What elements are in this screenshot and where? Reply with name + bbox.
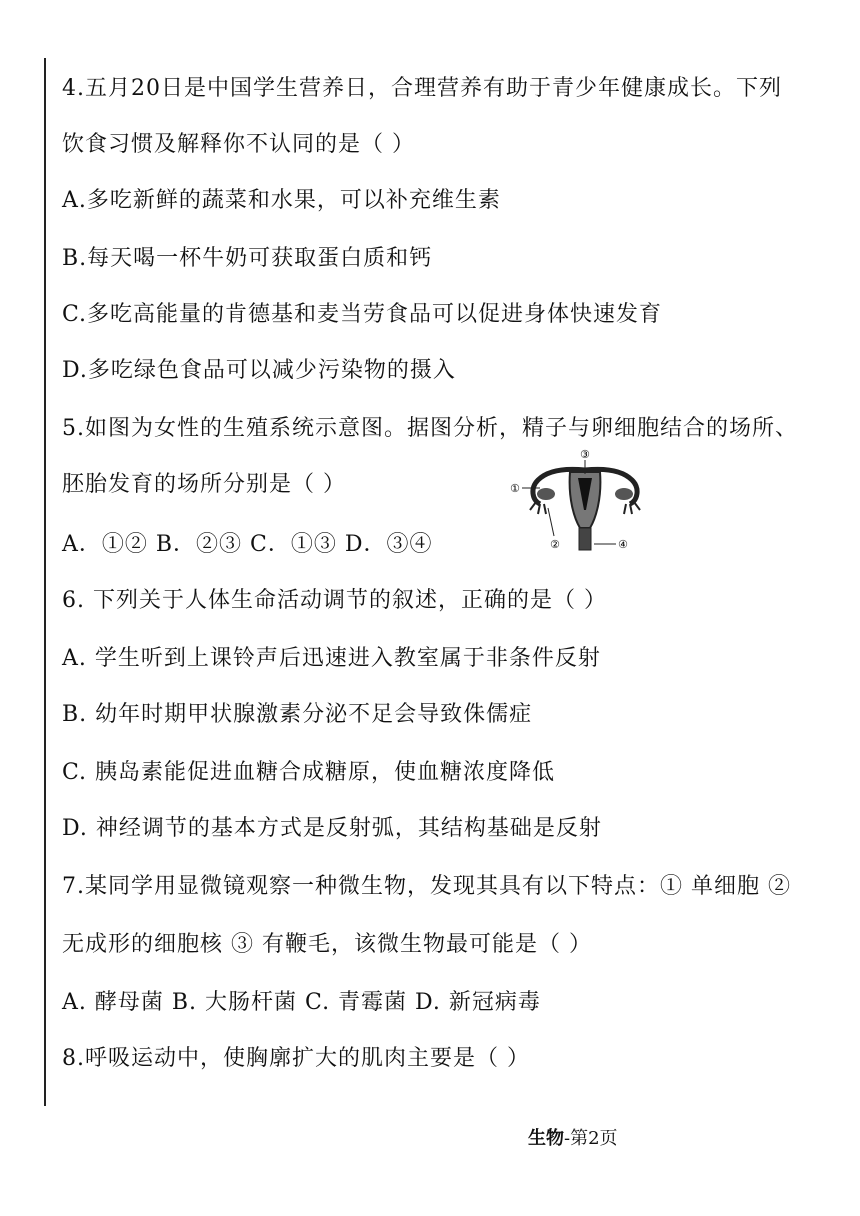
margin-line bbox=[44, 58, 46, 1106]
question-4-option-c: C.多吃高能量的肯德基和麦当劳食品可以促进身体快速发育 bbox=[62, 302, 663, 327]
female-reproductive-system-diagram bbox=[510, 448, 660, 558]
figure-label-4: ④ bbox=[618, 538, 628, 551]
figure-label-3: ③ bbox=[580, 448, 590, 461]
figure-label-1: ① bbox=[510, 482, 520, 495]
page-footer bbox=[528, 1124, 618, 1150]
page-number: -第2页 bbox=[564, 1128, 618, 1149]
question-4-stem-line1: 4.五月20日是中国学生营养日，合理营养有助于青少年健康成长。下列 bbox=[62, 76, 782, 101]
question-6-option-c: C. 胰岛素能促进血糖合成糖原，使血糖浓度降低 bbox=[62, 760, 556, 785]
figure-label-2: ② bbox=[550, 538, 560, 551]
question-4-option-b: B.每天喝一杯牛奶可获取蛋白质和钙 bbox=[62, 246, 433, 271]
question-7-stem-line1: 7.某同学用显微镜观察一种微生物，发现其具有以下特点：① 单细胞 ② bbox=[62, 874, 791, 899]
question-5-stem-line2: 胚胎发育的场所分别是（ ） bbox=[62, 472, 346, 497]
question-5-stem-line1: 5.如图为女性的生殖系统示意图。据图分析，精子与卵细胞结合的场所、 bbox=[62, 416, 798, 441]
footer-subject: 生物 bbox=[528, 1128, 564, 1149]
question-6-option-b: B. 幼年时期甲状腺激素分泌不足会导致侏儒症 bbox=[62, 702, 533, 727]
question-4-option-d: D.多吃绿色食品可以减少污染物的摄入 bbox=[62, 358, 456, 383]
question-7-stem-line2: 无成形的细胞核 ③ 有鞭毛，该微生物最可能是（ ） bbox=[62, 932, 592, 957]
question-6-stem: 6. 下列关于人体生命活动调节的叙述，正确的是（ ） bbox=[62, 588, 607, 613]
question-7-options: A. 酵母菌 B. 大肠杆菌 C. 青霉菌 D. 新冠病毒 bbox=[62, 990, 541, 1015]
question-4-option-a: A.多吃新鲜的蔬菜和水果，可以补充维生素 bbox=[62, 188, 501, 213]
question-5-options: A．①② B．②③ C．①③ D．③④ bbox=[62, 532, 433, 557]
question-6-option-d: D. 神经调节的基本方式是反射弧，其结构基础是反射 bbox=[62, 816, 602, 841]
question-6-option-a: A. 学生听到上课铃声后迅速进入教室属于非条件反射 bbox=[62, 646, 601, 671]
question-8-stem: 8.呼吸运动中，使胸廓扩大的肌肉主要是（ ） bbox=[62, 1046, 530, 1071]
question-4-stem-line2: 饮食习惯及解释你不认同的是（ ） bbox=[62, 132, 415, 157]
